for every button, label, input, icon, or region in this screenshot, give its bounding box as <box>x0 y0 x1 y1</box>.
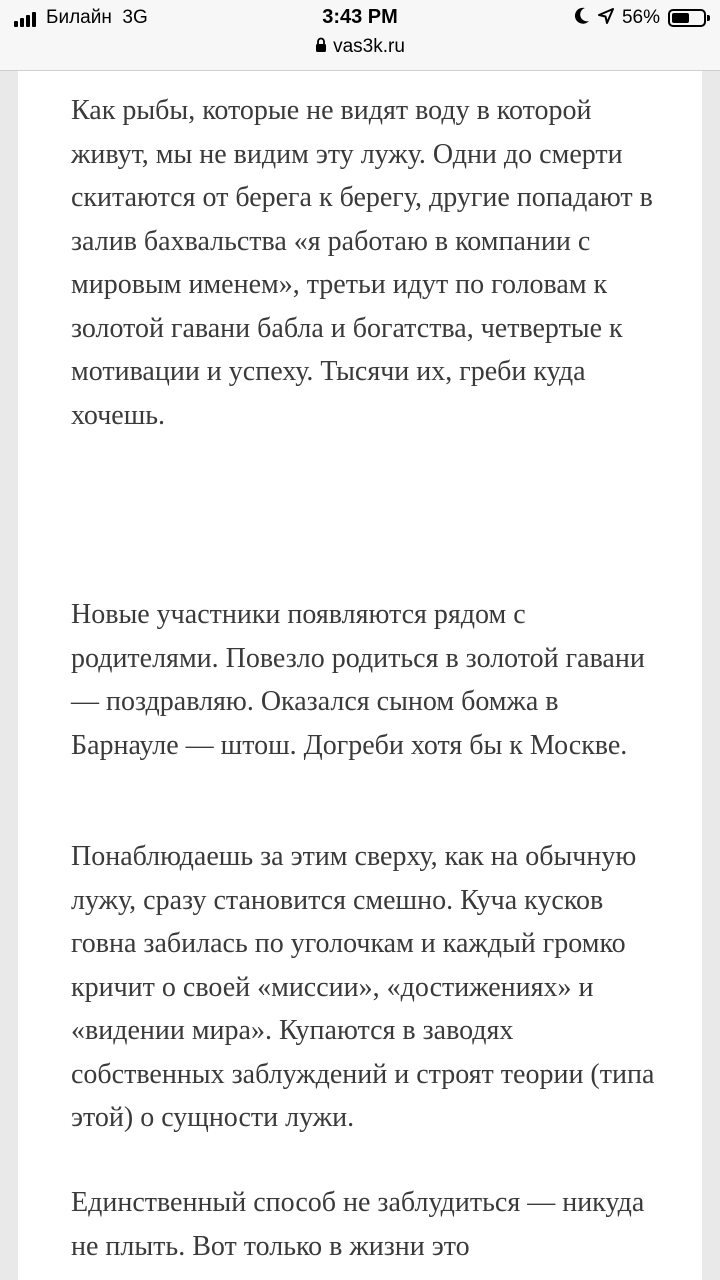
status-bar <box>0 0 720 36</box>
article-paragraph-3: Понаблюдаешь за этим сверху, как на обычную лужу, сразу становится смешно. Куча кусков говна забилась по уголочкам и каждый громко кричит о своей «миссии», «достижениях» и «видении мира». Купаются в заводях собственных заблуждений и строят теории (типа этой) о сущности лужи. <box>71 841 655 1133</box>
status-right-group <box>574 7 706 29</box>
carrier-name: Билайн <box>46 7 112 28</box>
article-paragraph-2: Новые участники появляются рядом с родителями. Повезло родиться в золотой гавани — поздравляю. Оказался сыном бомжа в Барнауле — штош. Догреби хотя бы к Москве. <box>71 599 645 761</box>
url-display[interactable] <box>315 36 405 58</box>
lock-icon <box>315 37 327 58</box>
battery-fill <box>672 13 689 23</box>
battery-cap <box>707 15 710 21</box>
status-time: 3:43 PM <box>322 6 398 28</box>
article-paragraph-4: Единственный способ не заблудиться — никуда не плыть. Вот только в жизни это <box>71 1187 645 1262</box>
address-bar[interactable] <box>0 36 720 71</box>
url-text[interactable]: vas3k.ru <box>333 36 405 57</box>
location-arrow-icon <box>598 8 614 29</box>
network-type: 3G <box>122 7 148 28</box>
battery-icon <box>668 9 706 27</box>
article-paragraph-1: Как рыбы, которые не видят воду в которой живут, мы не видим эту лужу. Одни до смерти скитаются от берега к берегу, другие попадают в залив бахвальства «я работаю в компании с мировым именем», третьи идут по головам к золотой гавани бабла и богатства, четвертые к мотивации и успеху. Тысячи их, греби куда хочешь. <box>71 95 653 431</box>
battery-percent: 56% <box>621 7 660 28</box>
moon-icon <box>574 7 590 30</box>
article-body <box>18 71 702 1280</box>
